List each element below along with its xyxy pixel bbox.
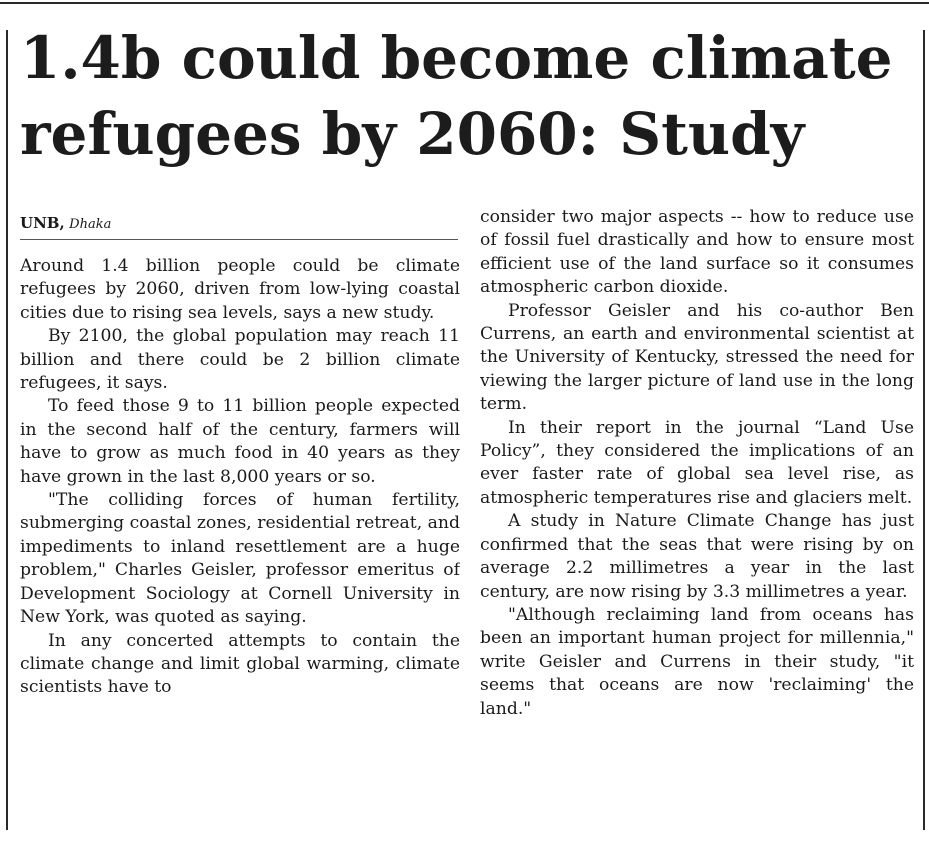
headline-line-2: refugees by 2060: Study	[20, 100, 805, 168]
paragraph: To feed those 9 to 11 billion people expected in the second half of the century, farmers will have to grow as much food in 40 years as they have grown in the last 8,000 years or so.	[20, 396, 460, 487]
paragraph: Around 1.4 billion people could be climate refugees by 2060, driven from low-lying coastal cities due to rising sea levels, says a new study.	[20, 256, 460, 323]
article-column-left	[20, 255, 460, 835]
article-headline	[20, 20, 920, 172]
paragraph: "The colliding forces of human fertility, submerging coastal zones, residential retreat, and impediments to inland resettlement are a huge problem," Charles Geisler, professor emeritus of Development Sociology at Cornell University in New York, was quoted as saying.	[20, 490, 460, 628]
paragraph: "Although reclaiming land from oceans has been an important human project for millennia," write Geisler and Currens in their study, "it seems that oceans are now 'reclaiming' the land."	[480, 604, 914, 719]
paragraph: consider two major aspects -- how to reduce use of fossil fuel drastically and how to ensure most efficient use of the land surface so it consumes atmospheric carbon dioxide.	[480, 207, 914, 298]
byline	[20, 213, 458, 240]
paragraph: In their report in the journal “Land Use Policy”, they considered the implications of an ever faster rate of global sea level rise, as atmospheric temperatures rise and glaciers melt.	[480, 417, 914, 508]
article-column-right	[480, 206, 914, 836]
paragraph: In any concerted attempts to contain the climate change and limit global warming, climate scientists have to	[20, 630, 460, 698]
paragraph: A study in Nature Climate Change has just confirmed that the seas that were rising by on average 2.2 millimetres a year in the last century, are now rising by 3.3 millimetres a year.	[480, 511, 914, 602]
paragraph: Professor Geisler and his co-author Ben Currens, an earth and environmental scientist at the University of Kentucky, stressed the need for viewing the larger picture of land use in the long term.	[480, 300, 914, 415]
top-rule	[0, 2, 929, 4]
right-border-rule	[923, 30, 925, 830]
byline-agency: UNB,	[20, 214, 65, 232]
left-border-rule	[6, 30, 8, 830]
byline-city: Dhaka	[69, 217, 112, 232]
paragraph: By 2100, the global population may reach 11 billion and there could be 2 billion climate refugees, it says.	[20, 326, 460, 394]
headline-line-1: 1.4b could become climate	[20, 24, 893, 92]
